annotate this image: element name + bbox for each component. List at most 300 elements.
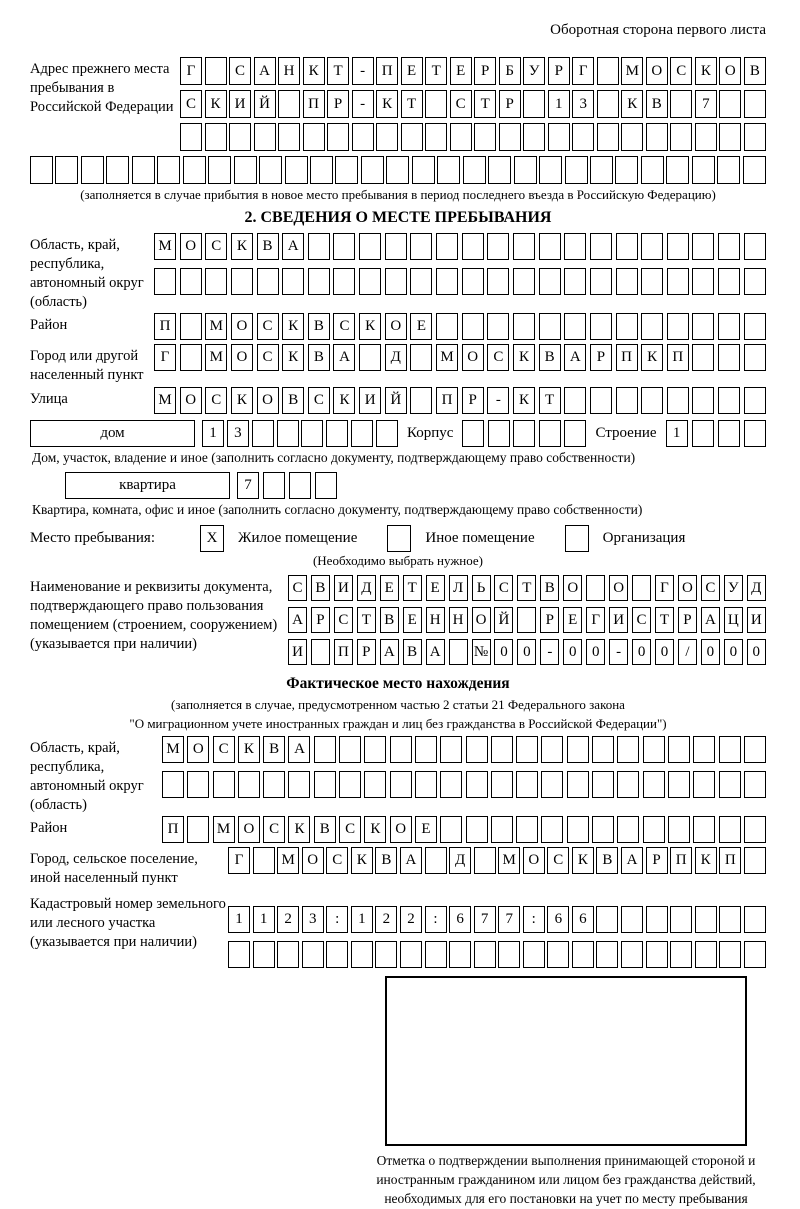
- char-box[interactable]: А: [564, 344, 586, 371]
- char-box[interactable]: [339, 736, 361, 763]
- char-box[interactable]: О: [678, 575, 697, 601]
- checkbox-org[interactable]: [565, 525, 589, 552]
- char-box[interactable]: П: [334, 639, 353, 665]
- char-box[interactable]: М: [205, 313, 227, 340]
- char-box[interactable]: [474, 123, 496, 151]
- char-box[interactable]: 1: [548, 90, 570, 118]
- char-box[interactable]: Р: [499, 90, 521, 118]
- char-box[interactable]: [234, 156, 257, 184]
- char-box[interactable]: А: [380, 639, 399, 665]
- char-box[interactable]: [572, 941, 594, 968]
- char-box[interactable]: [208, 156, 231, 184]
- char-box[interactable]: Т: [357, 607, 376, 633]
- char-box[interactable]: [596, 906, 618, 933]
- char-box[interactable]: -: [487, 387, 509, 414]
- char-box[interactable]: К: [282, 313, 304, 340]
- char-box[interactable]: К: [231, 233, 253, 260]
- char-box[interactable]: О: [180, 387, 202, 414]
- char-box[interactable]: [400, 941, 422, 968]
- char-box[interactable]: [539, 156, 562, 184]
- char-box[interactable]: [744, 736, 766, 763]
- char-box[interactable]: Е: [410, 313, 432, 340]
- char-box[interactable]: А: [701, 607, 720, 633]
- char-box[interactable]: [390, 736, 412, 763]
- char-box[interactable]: К: [695, 57, 717, 85]
- char-box[interactable]: [252, 420, 274, 447]
- char-box[interactable]: В: [314, 816, 336, 843]
- char-box[interactable]: Т: [517, 575, 536, 601]
- char-box[interactable]: [437, 156, 460, 184]
- char-box[interactable]: П: [670, 847, 692, 874]
- char-box[interactable]: [412, 156, 435, 184]
- char-box[interactable]: [359, 268, 381, 295]
- char-box[interactable]: [670, 123, 692, 151]
- char-box[interactable]: [474, 847, 496, 874]
- char-box[interactable]: [361, 156, 384, 184]
- char-box[interactable]: Л: [449, 575, 468, 601]
- char-box[interactable]: [693, 816, 715, 843]
- char-box[interactable]: [180, 268, 202, 295]
- char-box[interactable]: Д: [385, 344, 407, 371]
- char-box[interactable]: [744, 771, 766, 798]
- char-box[interactable]: [718, 313, 740, 340]
- char-box[interactable]: [263, 472, 285, 499]
- char-box[interactable]: [308, 268, 330, 295]
- char-box[interactable]: [257, 268, 279, 295]
- char-box[interactable]: [285, 156, 308, 184]
- char-box[interactable]: 0: [586, 639, 605, 665]
- char-box[interactable]: М: [162, 736, 184, 763]
- char-box[interactable]: Д: [747, 575, 766, 601]
- char-box[interactable]: :: [425, 906, 447, 933]
- char-box[interactable]: [523, 941, 545, 968]
- char-box[interactable]: [487, 233, 509, 260]
- char-box[interactable]: Г: [586, 607, 605, 633]
- char-box[interactable]: [564, 387, 586, 414]
- char-box[interactable]: И: [747, 607, 766, 633]
- char-box[interactable]: Б: [499, 57, 521, 85]
- char-box[interactable]: [617, 771, 639, 798]
- char-box[interactable]: К: [288, 816, 310, 843]
- char-box[interactable]: [259, 156, 282, 184]
- char-box[interactable]: Г: [655, 575, 674, 601]
- char-box[interactable]: [572, 123, 594, 151]
- char-box[interactable]: [567, 771, 589, 798]
- char-box[interactable]: 1: [202, 420, 224, 447]
- char-box[interactable]: [326, 420, 348, 447]
- char-box[interactable]: [641, 268, 663, 295]
- checkbox-inoe[interactable]: [387, 525, 411, 552]
- char-box[interactable]: [491, 736, 513, 763]
- char-box[interactable]: [718, 233, 740, 260]
- char-box[interactable]: [744, 123, 766, 151]
- char-box[interactable]: [621, 941, 643, 968]
- char-box[interactable]: [513, 268, 535, 295]
- char-box[interactable]: Р: [548, 57, 570, 85]
- char-box[interactable]: [590, 387, 612, 414]
- char-box[interactable]: Т: [655, 607, 674, 633]
- char-box[interactable]: [670, 90, 692, 118]
- char-box[interactable]: [229, 123, 251, 151]
- char-box[interactable]: [463, 156, 486, 184]
- char-box[interactable]: [597, 90, 619, 118]
- char-box[interactable]: [449, 941, 471, 968]
- char-box[interactable]: А: [426, 639, 445, 665]
- char-box[interactable]: [303, 123, 325, 151]
- char-box[interactable]: [641, 233, 663, 260]
- char-box[interactable]: С: [494, 575, 513, 601]
- char-box[interactable]: С: [450, 90, 472, 118]
- char-box[interactable]: [541, 816, 563, 843]
- char-box[interactable]: [513, 313, 535, 340]
- char-box[interactable]: [646, 123, 668, 151]
- char-box[interactable]: Ь: [472, 575, 491, 601]
- char-box[interactable]: [539, 313, 561, 340]
- char-box[interactable]: [376, 123, 398, 151]
- char-box[interactable]: [315, 472, 337, 499]
- char-box[interactable]: К: [205, 90, 227, 118]
- char-box[interactable]: [410, 387, 432, 414]
- char-box[interactable]: Г: [154, 344, 176, 371]
- char-box[interactable]: М: [621, 57, 643, 85]
- char-box[interactable]: С: [339, 816, 361, 843]
- char-box[interactable]: [376, 420, 398, 447]
- char-box[interactable]: К: [231, 387, 253, 414]
- char-box[interactable]: [450, 123, 472, 151]
- char-box[interactable]: Д: [449, 847, 471, 874]
- char-box[interactable]: [692, 420, 714, 447]
- char-box[interactable]: [487, 313, 509, 340]
- char-box[interactable]: Е: [450, 57, 472, 85]
- char-box[interactable]: [462, 233, 484, 260]
- char-box[interactable]: [692, 156, 715, 184]
- char-box[interactable]: М: [436, 344, 458, 371]
- char-box[interactable]: [351, 941, 373, 968]
- char-box[interactable]: [667, 268, 689, 295]
- char-box[interactable]: Т: [403, 575, 422, 601]
- char-box[interactable]: О: [238, 816, 260, 843]
- char-box[interactable]: [564, 313, 586, 340]
- char-box[interactable]: О: [719, 57, 741, 85]
- char-box[interactable]: П: [162, 816, 184, 843]
- char-box[interactable]: [541, 736, 563, 763]
- char-box[interactable]: О: [523, 847, 545, 874]
- char-box[interactable]: [744, 387, 766, 414]
- char-box[interactable]: Р: [590, 344, 612, 371]
- char-box[interactable]: К: [621, 90, 643, 118]
- char-box[interactable]: [205, 57, 227, 85]
- char-box[interactable]: [440, 771, 462, 798]
- char-box[interactable]: [539, 233, 561, 260]
- char-box[interactable]: М: [154, 387, 176, 414]
- char-box[interactable]: [567, 736, 589, 763]
- char-box[interactable]: Т: [539, 387, 561, 414]
- char-box[interactable]: [333, 268, 355, 295]
- char-box[interactable]: [667, 313, 689, 340]
- char-box[interactable]: С: [263, 816, 285, 843]
- char-box[interactable]: И: [334, 575, 353, 601]
- char-box[interactable]: [564, 420, 586, 447]
- char-box[interactable]: О: [609, 575, 628, 601]
- char-box[interactable]: [436, 268, 458, 295]
- char-box[interactable]: А: [288, 736, 310, 763]
- char-box[interactable]: [425, 90, 447, 118]
- char-box[interactable]: [333, 233, 355, 260]
- char-box[interactable]: [616, 268, 638, 295]
- char-box[interactable]: [641, 156, 664, 184]
- char-box[interactable]: [30, 156, 53, 184]
- char-box[interactable]: И: [609, 607, 628, 633]
- char-box[interactable]: К: [641, 344, 663, 371]
- char-box[interactable]: Е: [403, 607, 422, 633]
- char-box[interactable]: [491, 816, 513, 843]
- char-box[interactable]: С: [205, 387, 227, 414]
- char-box[interactable]: -: [609, 639, 628, 665]
- char-box[interactable]: [440, 736, 462, 763]
- char-box[interactable]: [744, 906, 766, 933]
- char-box[interactable]: Е: [426, 575, 445, 601]
- char-box[interactable]: [488, 156, 511, 184]
- char-box[interactable]: 2: [400, 906, 422, 933]
- char-box[interactable]: [547, 941, 569, 968]
- char-box[interactable]: [180, 313, 202, 340]
- char-box[interactable]: [668, 816, 690, 843]
- char-box[interactable]: П: [154, 313, 176, 340]
- char-box[interactable]: [327, 123, 349, 151]
- char-box[interactable]: 0: [517, 639, 536, 665]
- char-box[interactable]: [314, 771, 336, 798]
- char-box[interactable]: С: [229, 57, 251, 85]
- char-box[interactable]: :: [326, 906, 348, 933]
- char-box[interactable]: [719, 941, 741, 968]
- char-box[interactable]: [462, 268, 484, 295]
- char-box[interactable]: С: [334, 607, 353, 633]
- char-box[interactable]: [590, 268, 612, 295]
- char-box[interactable]: 1: [228, 906, 250, 933]
- char-box[interactable]: [311, 639, 330, 665]
- char-box[interactable]: 0: [632, 639, 651, 665]
- char-box[interactable]: [401, 123, 423, 151]
- char-box[interactable]: [621, 123, 643, 151]
- char-box[interactable]: Г: [180, 57, 202, 85]
- char-box[interactable]: С: [308, 387, 330, 414]
- char-box[interactable]: И: [359, 387, 381, 414]
- char-box[interactable]: [254, 123, 276, 151]
- char-box[interactable]: О: [390, 816, 412, 843]
- char-box[interactable]: [351, 420, 373, 447]
- char-box[interactable]: [670, 906, 692, 933]
- char-box[interactable]: [744, 941, 766, 968]
- char-box[interactable]: [436, 313, 458, 340]
- char-box[interactable]: 0: [494, 639, 513, 665]
- char-box[interactable]: Й: [254, 90, 276, 118]
- char-box[interactable]: А: [400, 847, 422, 874]
- char-box[interactable]: /: [678, 639, 697, 665]
- char-box[interactable]: И: [288, 639, 307, 665]
- char-box[interactable]: О: [462, 344, 484, 371]
- char-box[interactable]: Г: [228, 847, 250, 874]
- char-box[interactable]: Р: [678, 607, 697, 633]
- char-box[interactable]: [564, 268, 586, 295]
- char-box[interactable]: [667, 387, 689, 414]
- char-box[interactable]: В: [308, 344, 330, 371]
- char-box[interactable]: 0: [701, 639, 720, 665]
- char-box[interactable]: [617, 816, 639, 843]
- char-box[interactable]: [616, 233, 638, 260]
- char-box[interactable]: [425, 123, 447, 151]
- char-box[interactable]: Т: [425, 57, 447, 85]
- char-box[interactable]: С: [487, 344, 509, 371]
- char-box[interactable]: [81, 156, 104, 184]
- char-box[interactable]: [308, 233, 330, 260]
- char-box[interactable]: [187, 816, 209, 843]
- char-box[interactable]: К: [376, 90, 398, 118]
- char-box[interactable]: -: [540, 639, 559, 665]
- char-box[interactable]: [359, 344, 381, 371]
- char-box[interactable]: Е: [380, 575, 399, 601]
- char-box[interactable]: [744, 344, 766, 371]
- char-box[interactable]: [462, 420, 484, 447]
- char-box[interactable]: В: [257, 233, 279, 260]
- char-box[interactable]: 7: [695, 90, 717, 118]
- char-box[interactable]: К: [282, 344, 304, 371]
- char-box[interactable]: В: [282, 387, 304, 414]
- char-box[interactable]: Т: [327, 57, 349, 85]
- char-box[interactable]: [692, 313, 714, 340]
- char-box[interactable]: [523, 123, 545, 151]
- char-box[interactable]: [385, 233, 407, 260]
- char-box[interactable]: [359, 233, 381, 260]
- char-box[interactable]: С: [632, 607, 651, 633]
- char-box[interactable]: М: [154, 233, 176, 260]
- char-box[interactable]: П: [719, 847, 741, 874]
- char-box[interactable]: Р: [327, 90, 349, 118]
- char-box[interactable]: [719, 123, 741, 151]
- char-box[interactable]: [263, 771, 285, 798]
- char-box[interactable]: О: [231, 344, 253, 371]
- char-box[interactable]: 0: [655, 639, 674, 665]
- char-box[interactable]: [592, 816, 614, 843]
- char-box[interactable]: Е: [563, 607, 582, 633]
- char-box[interactable]: [474, 941, 496, 968]
- char-box[interactable]: П: [303, 90, 325, 118]
- char-box[interactable]: [564, 233, 586, 260]
- char-box[interactable]: С: [205, 233, 227, 260]
- char-box[interactable]: Г: [572, 57, 594, 85]
- char-box[interactable]: [352, 123, 374, 151]
- char-box[interactable]: [718, 387, 740, 414]
- char-box[interactable]: А: [288, 607, 307, 633]
- char-box[interactable]: :: [523, 906, 545, 933]
- char-box[interactable]: [498, 941, 520, 968]
- char-box[interactable]: [277, 941, 299, 968]
- char-box[interactable]: [744, 420, 766, 447]
- char-box[interactable]: К: [333, 387, 355, 414]
- char-box[interactable]: [692, 233, 714, 260]
- char-box[interactable]: [692, 344, 714, 371]
- char-box[interactable]: О: [646, 57, 668, 85]
- char-box[interactable]: Р: [646, 847, 668, 874]
- char-box[interactable]: С: [257, 344, 279, 371]
- char-box[interactable]: [643, 736, 665, 763]
- char-box[interactable]: С: [257, 313, 279, 340]
- char-box[interactable]: 7: [474, 906, 496, 933]
- char-box[interactable]: -: [352, 57, 374, 85]
- char-box[interactable]: [491, 771, 513, 798]
- char-box[interactable]: [592, 736, 614, 763]
- char-box[interactable]: С: [180, 90, 202, 118]
- char-box[interactable]: Н: [449, 607, 468, 633]
- char-box[interactable]: К: [364, 816, 386, 843]
- char-box[interactable]: 2: [277, 906, 299, 933]
- char-box[interactable]: [390, 771, 412, 798]
- char-box[interactable]: [436, 233, 458, 260]
- checkbox-zhiloe[interactable]: X: [200, 525, 224, 552]
- char-box[interactable]: М: [213, 816, 235, 843]
- char-box[interactable]: С: [701, 575, 720, 601]
- char-box[interactable]: [253, 847, 275, 874]
- char-box[interactable]: [415, 736, 437, 763]
- char-box[interactable]: Р: [540, 607, 559, 633]
- char-box[interactable]: Е: [415, 816, 437, 843]
- char-box[interactable]: [695, 123, 717, 151]
- char-box[interactable]: Н: [278, 57, 300, 85]
- char-box[interactable]: [466, 736, 488, 763]
- char-box[interactable]: У: [523, 57, 545, 85]
- char-box[interactable]: [410, 233, 432, 260]
- char-box[interactable]: Р: [462, 387, 484, 414]
- char-box[interactable]: [55, 156, 78, 184]
- char-box[interactable]: В: [646, 90, 668, 118]
- char-box[interactable]: 1: [666, 420, 688, 447]
- char-box[interactable]: [692, 268, 714, 295]
- char-box[interactable]: [513, 233, 535, 260]
- char-box[interactable]: [590, 313, 612, 340]
- char-box[interactable]: О: [187, 736, 209, 763]
- char-box[interactable]: [410, 344, 432, 371]
- char-box[interactable]: Н: [426, 607, 445, 633]
- char-box[interactable]: [517, 607, 536, 633]
- char-box[interactable]: В: [375, 847, 397, 874]
- char-box[interactable]: [277, 420, 299, 447]
- char-box[interactable]: [488, 420, 510, 447]
- char-box[interactable]: [440, 816, 462, 843]
- char-box[interactable]: №: [472, 639, 491, 665]
- char-box[interactable]: [335, 156, 358, 184]
- char-box[interactable]: [666, 156, 689, 184]
- char-box[interactable]: 1: [253, 906, 275, 933]
- char-box[interactable]: [632, 575, 651, 601]
- char-box[interactable]: [516, 816, 538, 843]
- char-box[interactable]: [364, 771, 386, 798]
- char-box[interactable]: [157, 156, 180, 184]
- char-box[interactable]: [615, 156, 638, 184]
- char-box[interactable]: [718, 344, 740, 371]
- char-box[interactable]: [213, 771, 235, 798]
- char-box[interactable]: [523, 90, 545, 118]
- char-box[interactable]: [565, 156, 588, 184]
- char-box[interactable]: [719, 816, 741, 843]
- char-box[interactable]: В: [380, 607, 399, 633]
- char-box[interactable]: [231, 268, 253, 295]
- char-box[interactable]: [302, 941, 324, 968]
- char-box[interactable]: М: [498, 847, 520, 874]
- char-box[interactable]: [541, 771, 563, 798]
- char-box[interactable]: К: [359, 313, 381, 340]
- char-box[interactable]: Е: [401, 57, 423, 85]
- char-box[interactable]: [278, 90, 300, 118]
- char-box[interactable]: 0: [563, 639, 582, 665]
